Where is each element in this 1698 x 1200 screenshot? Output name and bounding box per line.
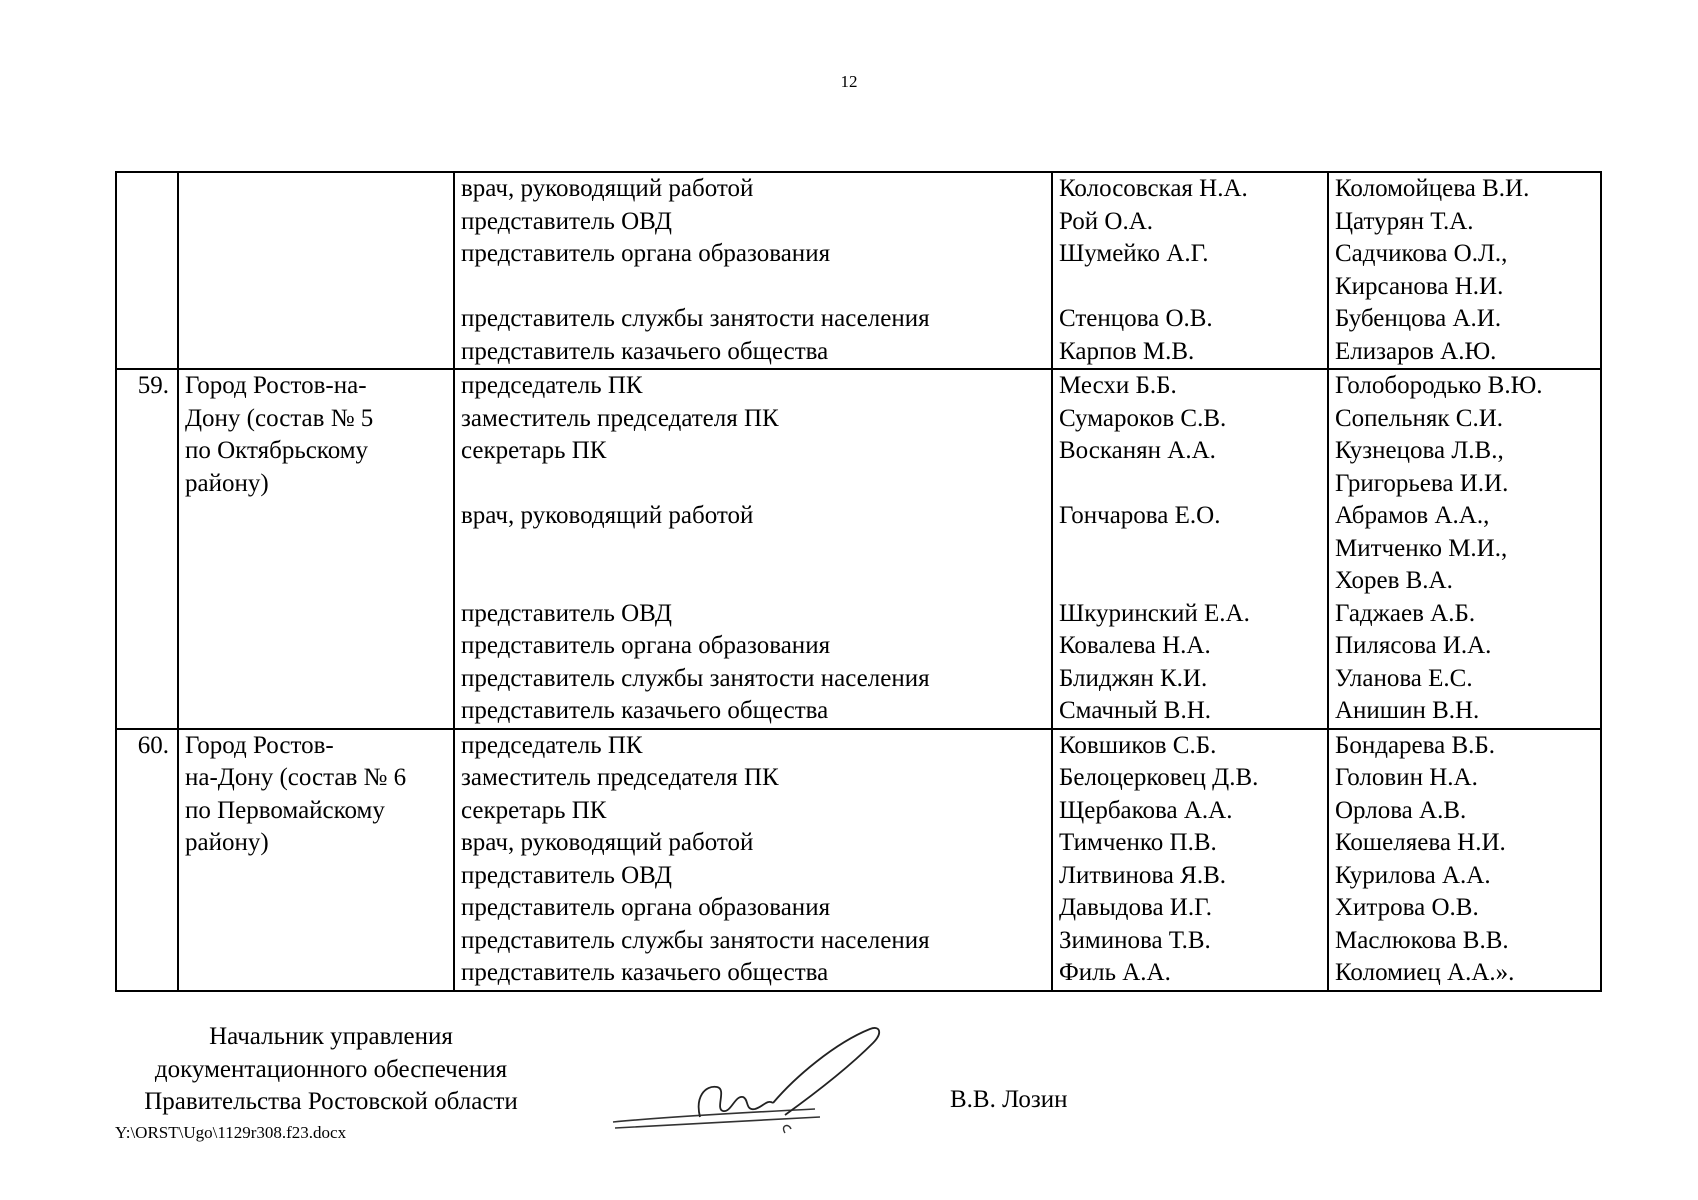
reserve-line: Григорьева И.И. (1335, 469, 1509, 497)
reserve-line: Головин Н.А. (1335, 764, 1478, 791)
member-line: Тимченко П.В. (1059, 829, 1217, 856)
member-line: Шумейко А.Г. (1059, 240, 1209, 267)
position-line: врач, руководящий работой (461, 175, 754, 202)
position-line: представитель казачьего общества (461, 959, 829, 986)
reserve-line: Бондарева В.Б. (1335, 731, 1495, 759)
member-line: Щербакова А.А. (1059, 796, 1233, 824)
position-line: представитель службы занятости населения (461, 926, 930, 954)
position-line: представитель казачьего общества (461, 697, 829, 724)
position-line: представитель ОВД (461, 599, 672, 627)
reserve-line: Голобородько В.Ю. (1335, 372, 1543, 399)
position-line: врач, руководящий работой (461, 502, 754, 529)
position-line: представитель органа образования (461, 240, 831, 267)
reserve-line: Хорев В.А. (1335, 567, 1453, 594)
region-line: району) (185, 469, 269, 497)
reserve-line: Курилова А.А. (1335, 861, 1491, 889)
signatory-name: В.В. Лозин (950, 1086, 1068, 1113)
reserve-line: Бубенцова А.И. (1335, 305, 1502, 332)
position-line: заместитель председателя ПК (461, 404, 779, 432)
region-line: Дону (состав № 5 (185, 404, 374, 432)
region-line: по Октябрьскому (185, 437, 369, 464)
position-line: председатель ПК (461, 372, 643, 399)
position-line: представитель ОВД (461, 207, 672, 235)
reserve-line: Анишин В.Н. (1335, 697, 1480, 724)
member-line: Карпов М.В. (1059, 337, 1195, 365)
reserve-line: Пилясова И.А. (1335, 632, 1492, 659)
reserve-line: Цатурян Т.А. (1335, 207, 1474, 235)
reserve-line: Коломиец А.А.». (1335, 959, 1515, 986)
reserve-line: Елизаров А.Ю. (1335, 337, 1497, 365)
reserve-line: Орлова А.В. (1335, 796, 1467, 824)
position-cell (454, 729, 1052, 991)
position-line: секретарь ПК (461, 796, 607, 824)
region-line: по Первомайскому (185, 796, 385, 824)
blank-line (461, 533, 1047, 566)
position-cell (454, 172, 1052, 369)
position-line: врач, руководящий работой (461, 829, 754, 856)
handwritten-signature (605, 1025, 890, 1140)
region-cell (178, 172, 454, 369)
member-cell (1052, 729, 1328, 991)
member-line: Месхи Б.Б. (1059, 372, 1177, 399)
signatory-title-line: документационного обеспечения (154, 1055, 508, 1083)
member-line: Рой О.А. (1059, 207, 1154, 235)
table-row (116, 369, 1601, 729)
region-line: Город Ростов- (185, 731, 334, 759)
reserve-line: Садчикова О.Л., (1335, 240, 1508, 267)
blank-line (461, 565, 1047, 598)
reserve-line: Митченко М.И., (1335, 534, 1508, 562)
member-line: Восканян А.А. (1059, 437, 1216, 464)
position-line: представитель службы занятости населения (461, 664, 930, 692)
region-line: Город Ростов-на- (185, 372, 367, 399)
blank-line (1059, 271, 1323, 304)
member-line: Гончарова Е.О. (1059, 502, 1221, 529)
member-line: Литвинова Я.В. (1059, 861, 1226, 889)
member-cell (1052, 172, 1328, 369)
row-number: 60. (116, 729, 178, 991)
file-path: Y:\ORST\Ugo\1129r308.f23.docx (115, 1123, 347, 1142)
table-body (116, 172, 1601, 991)
signatory-title (115, 1021, 547, 1119)
reserve-cell (1328, 172, 1601, 369)
region-line: на-Дону (состав № 6 (185, 764, 407, 791)
position-cell (454, 369, 1052, 729)
member-line: Ковшиков С.Б. (1059, 731, 1217, 759)
reserve-line: Маслюкова В.В. (1335, 926, 1509, 954)
reserve-line: Уланова Е.С. (1335, 664, 1473, 692)
region-cell (178, 369, 454, 729)
signatory-title-line: Правительства Ростовской области (144, 1088, 518, 1115)
position-line: секретарь ПК (461, 437, 607, 464)
reserve-line: Коломойцева В.И. (1335, 175, 1530, 202)
member-cell (1052, 369, 1328, 729)
position-line: представитель органа образования (461, 632, 831, 659)
reserve-line: Гаджаев А.Б. (1335, 599, 1476, 627)
reserve-cell (1328, 729, 1601, 991)
position-line: председатель ПК (461, 731, 643, 759)
member-line: Смачный В.Н. (1059, 697, 1212, 724)
commission-table (115, 171, 1602, 992)
blank-line (461, 468, 1047, 501)
blank-line (1059, 468, 1323, 501)
position-line: представитель органа образования (461, 894, 831, 921)
member-line: Колосовская Н.А. (1059, 175, 1248, 202)
member-line: Стенцова О.В. (1059, 305, 1213, 332)
reserve-cell (1328, 369, 1601, 729)
member-line: Ковалева Н.А. (1059, 632, 1211, 659)
blank-line (1059, 565, 1323, 598)
blank-line (461, 271, 1047, 304)
position-line: представитель казачьего общества (461, 337, 829, 365)
reserve-line: Кошеляева Н.И. (1335, 829, 1506, 856)
region-line: району) (185, 829, 269, 856)
position-line: представитель ОВД (461, 861, 672, 889)
row-number (116, 172, 178, 369)
reserve-line: Кузнецова Л.В., (1335, 437, 1504, 464)
member-line: Давыдова И.Г. (1059, 894, 1212, 921)
reserve-line: Сопельняк С.И. (1335, 404, 1504, 432)
member-line: Филь А.А. (1059, 959, 1171, 986)
member-line: Белоцерковец Д.В. (1059, 764, 1259, 791)
reserve-line: Кирсанова Н.И. (1335, 272, 1504, 300)
page-number: 12 (840, 72, 858, 91)
signatory-title-line: Начальник управления (209, 1023, 453, 1050)
member-line: Шкуринский Е.А. (1059, 599, 1250, 627)
reserve-line: Хитрова О.В. (1335, 894, 1479, 921)
table-row (116, 729, 1601, 991)
region-cell (178, 729, 454, 991)
reserve-line: Абрамов А.А., (1335, 502, 1490, 529)
member-line: Блиджян К.И. (1059, 664, 1208, 692)
member-line: Зиминова Т.В. (1059, 926, 1211, 954)
member-line: Сумароков С.В. (1059, 404, 1227, 432)
table-row (116, 172, 1601, 369)
position-line: заместитель председателя ПК (461, 764, 779, 791)
row-number: 59. (116, 369, 178, 729)
position-line: представитель службы занятости населения (461, 305, 930, 332)
blank-line (1059, 533, 1323, 566)
